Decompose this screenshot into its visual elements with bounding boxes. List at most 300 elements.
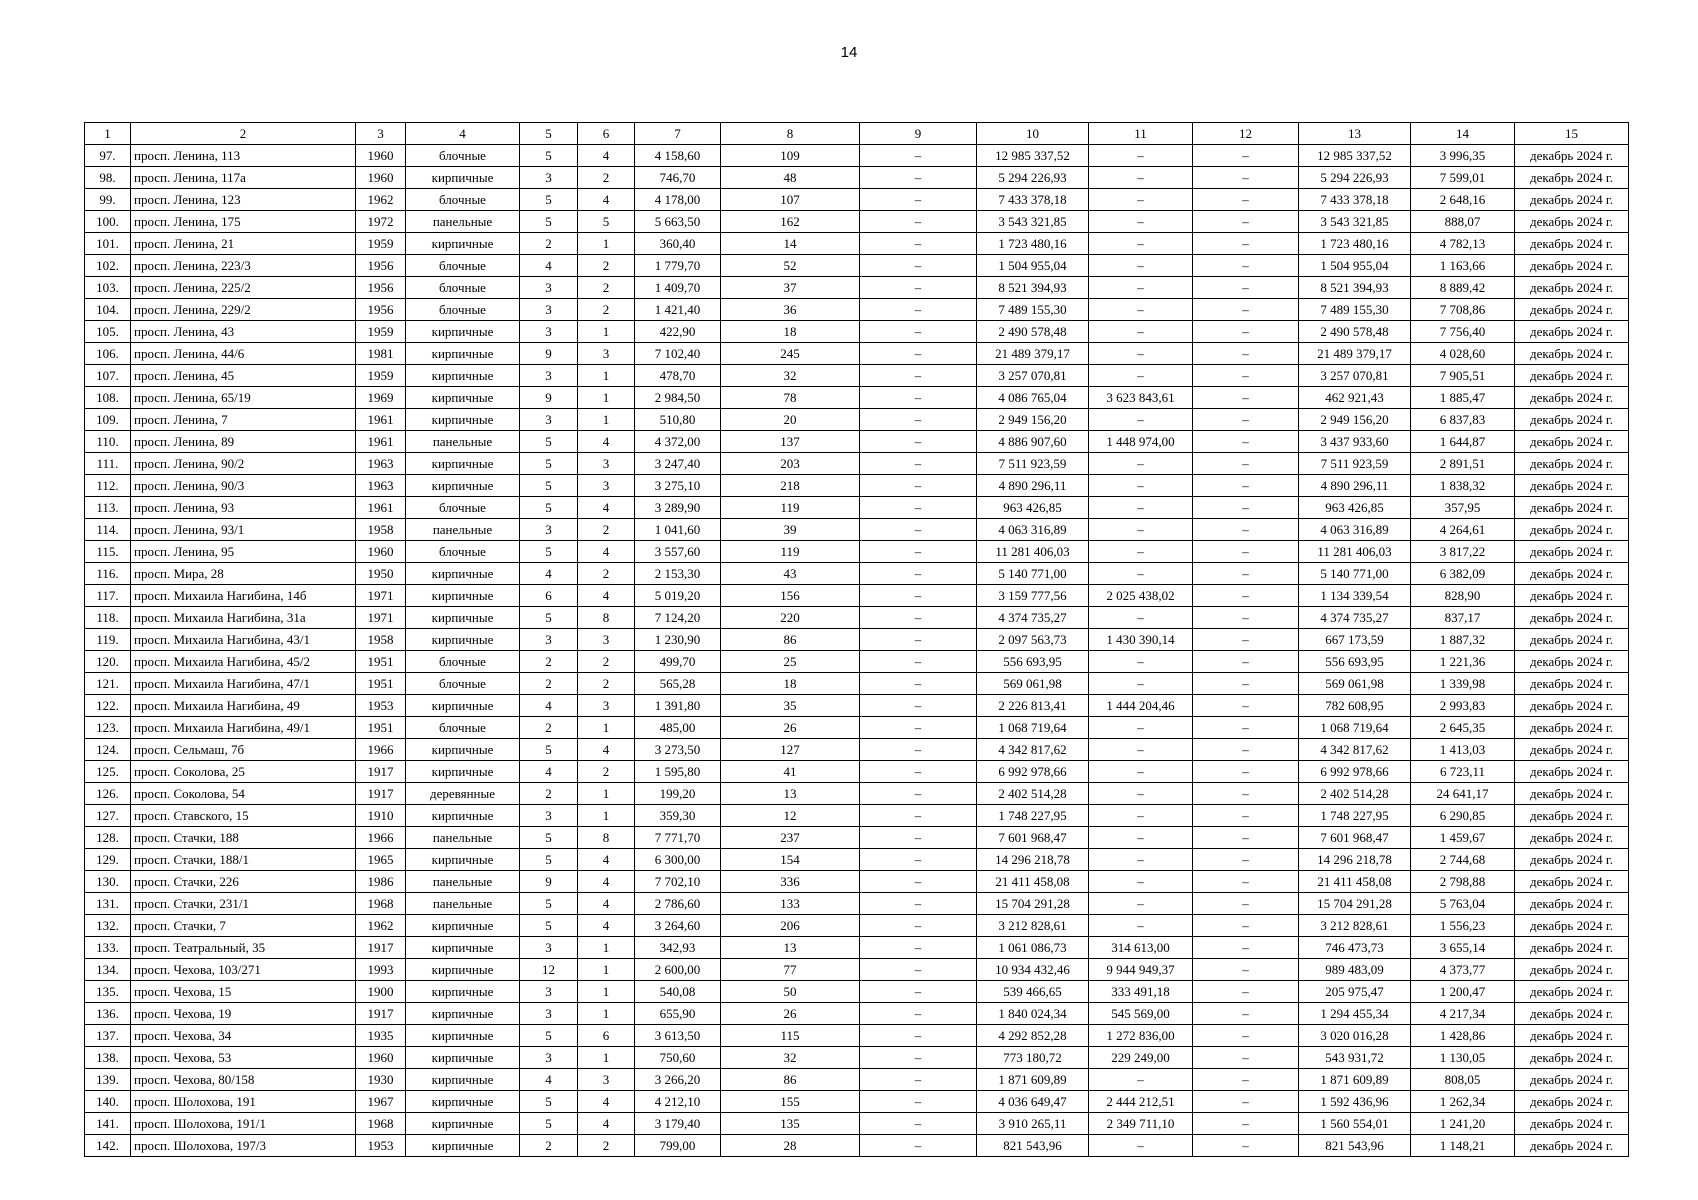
table-cell: 9 944 949,37: [1089, 959, 1193, 981]
table-cell: 237: [721, 827, 860, 849]
table-cell: 43: [721, 563, 860, 585]
table-cell: –: [1089, 409, 1193, 431]
table-cell: –: [860, 189, 977, 211]
table-cell: 2 600,00: [635, 959, 721, 981]
table-cell: 5: [520, 541, 578, 563]
table-cell: 6 992 978,66: [977, 761, 1089, 783]
table-cell: 8 521 394,93: [977, 277, 1089, 299]
table-cell: 821 543,96: [977, 1135, 1089, 1157]
table-cell: –: [1193, 629, 1299, 651]
table-cell: просп. Чехова, 15: [131, 981, 356, 1003]
table-cell: 124.: [85, 739, 131, 761]
column-header-9: 9: [860, 123, 977, 145]
table-cell: 5: [520, 211, 578, 233]
table-cell: –: [1193, 1135, 1299, 1157]
table-cell: –: [860, 915, 977, 937]
page-number: 14: [840, 44, 858, 61]
table-cell: 4 264,61: [1411, 519, 1515, 541]
table-cell: просп. Михаила Нагибина, 43/1: [131, 629, 356, 651]
table-cell: –: [1193, 1003, 1299, 1025]
table-row: [85, 1113, 1629, 1135]
table-cell: 3 289,90: [635, 497, 721, 519]
table-cell: 1900: [356, 981, 406, 1003]
table-cell: 5: [520, 189, 578, 211]
table-cell: –: [860, 849, 977, 871]
table-cell: 1 556,23: [1411, 915, 1515, 937]
table-cell: 1 592 436,96: [1299, 1091, 1411, 1113]
table-cell: 3 623 843,61: [1089, 387, 1193, 409]
table-cell: 32: [721, 1047, 860, 1069]
table-row: [85, 541, 1629, 563]
table-cell: 1966: [356, 827, 406, 849]
table-cell: 112.: [85, 475, 131, 497]
table-cell: –: [1193, 651, 1299, 673]
table-cell: –: [860, 343, 977, 365]
table-cell: 220: [721, 607, 860, 629]
table-cell: 5 763,04: [1411, 893, 1515, 915]
table-cell: просп. Шолохова, 197/3: [131, 1135, 356, 1157]
table-cell: 12 985 337,52: [1299, 145, 1411, 167]
table-cell: 7 489 155,30: [1299, 299, 1411, 321]
table-cell: 2 490 578,48: [1299, 321, 1411, 343]
table-cell: –: [1193, 387, 1299, 409]
table-cell: 4 782,13: [1411, 233, 1515, 255]
table-cell: –: [1089, 211, 1193, 233]
table-cell: 141.: [85, 1113, 131, 1135]
table-cell: –: [860, 233, 977, 255]
table-cell: 1956: [356, 255, 406, 277]
table-cell: 5: [520, 607, 578, 629]
table-cell: просп. Ленина, 95: [131, 541, 356, 563]
table-cell: –: [1089, 541, 1193, 563]
table-cell: 1: [578, 981, 635, 1003]
table-cell: декабрь 2024 г.: [1515, 1047, 1629, 1069]
table-cell: 116.: [85, 563, 131, 585]
table-cell: 86: [721, 629, 860, 651]
table-cell: 1935: [356, 1025, 406, 1047]
column-header-8: 8: [721, 123, 860, 145]
table-row: [85, 1003, 1629, 1025]
table-cell: 14 296 218,78: [1299, 849, 1411, 871]
table-cell: кирпичные: [406, 915, 520, 937]
table-cell: 1: [578, 937, 635, 959]
table-cell: 114.: [85, 519, 131, 541]
table-cell: 162: [721, 211, 860, 233]
table-cell: 357,95: [1411, 497, 1515, 519]
table-cell: декабрь 2024 г.: [1515, 915, 1629, 937]
table-cell: 4 374 735,27: [1299, 607, 1411, 629]
table-cell: 4: [578, 145, 635, 167]
table-cell: 2 490 578,48: [977, 321, 1089, 343]
table-cell: 360,40: [635, 233, 721, 255]
table-cell: 5 140 771,00: [977, 563, 1089, 585]
table-cell: 1: [578, 321, 635, 343]
table-cell: 2 648,16: [1411, 189, 1515, 211]
table-cell: 1 221,36: [1411, 651, 1515, 673]
table-row: [85, 893, 1629, 915]
table-cell: 206: [721, 915, 860, 937]
table-cell: просп. Соколова, 54: [131, 783, 356, 805]
table-cell: 4: [520, 255, 578, 277]
table-cell: 1: [578, 805, 635, 827]
table-cell: декабрь 2024 г.: [1515, 321, 1629, 343]
table-cell: 130.: [85, 871, 131, 893]
table-cell: 4: [578, 739, 635, 761]
table-cell: 6: [520, 585, 578, 607]
table-cell: 5: [520, 1113, 578, 1135]
table-cell: 1960: [356, 541, 406, 563]
table-cell: просп. Ленина, 65/19: [131, 387, 356, 409]
table-cell: 1 840 024,34: [977, 1003, 1089, 1025]
table-cell: 6 382,09: [1411, 563, 1515, 585]
table-cell: –: [1089, 145, 1193, 167]
table-cell: –: [1089, 1069, 1193, 1091]
table-cell: кирпичные: [406, 1113, 520, 1135]
table-cell: 4 217,34: [1411, 1003, 1515, 1025]
table-cell: –: [860, 871, 977, 893]
table-cell: 1950: [356, 563, 406, 585]
table-cell: –: [1193, 827, 1299, 849]
table-cell: 510,80: [635, 409, 721, 431]
table-cell: панельные: [406, 893, 520, 915]
table-cell: просп. Ленина, 123: [131, 189, 356, 211]
table-row: [85, 761, 1629, 783]
table-cell: просп. Михаила Нагибина, 14б: [131, 585, 356, 607]
table-cell: просп. Шолохова, 191: [131, 1091, 356, 1113]
table-cell: –: [1193, 607, 1299, 629]
table-cell: просп. Шолохова, 191/1: [131, 1113, 356, 1135]
table-row: [85, 189, 1629, 211]
table-cell: 4: [578, 893, 635, 915]
table-cell: 4: [520, 563, 578, 585]
table-cell: 7 601 968,47: [977, 827, 1089, 849]
table-cell: 2 226 813,41: [977, 695, 1089, 717]
table-cell: 1963: [356, 475, 406, 497]
table-cell: кирпичные: [406, 849, 520, 871]
table-cell: –: [1089, 453, 1193, 475]
table-cell: 1965: [356, 849, 406, 871]
table-cell: 3: [578, 453, 635, 475]
table-cell: 746 473,73: [1299, 937, 1411, 959]
table-row: [85, 1091, 1629, 1113]
column-header-5: 5: [520, 123, 578, 145]
table-cell: –: [860, 893, 977, 915]
table-cell: декабрь 2024 г.: [1515, 937, 1629, 959]
table-cell: 1 779,70: [635, 255, 721, 277]
table-cell: 125.: [85, 761, 131, 783]
table-cell: –: [1193, 1047, 1299, 1069]
table-cell: –: [1089, 321, 1193, 343]
table-cell: просп. Стачки, 7: [131, 915, 356, 937]
table-cell: 1 421,40: [635, 299, 721, 321]
table-cell: блочные: [406, 255, 520, 277]
table-cell: просп. Стачки, 188/1: [131, 849, 356, 871]
table-cell: –: [1089, 1135, 1193, 1157]
table-cell: кирпичные: [406, 563, 520, 585]
table-cell: декабрь 2024 г.: [1515, 1025, 1629, 1047]
table-cell: –: [1089, 607, 1193, 629]
table-cell: –: [860, 497, 977, 519]
table-cell: –: [860, 827, 977, 849]
table-cell: 1 430 390,14: [1089, 629, 1193, 651]
table-cell: просп. Чехова, 80/158: [131, 1069, 356, 1091]
table-cell: 2 949 156,20: [1299, 409, 1411, 431]
table-cell: 1 748 227,95: [1299, 805, 1411, 827]
table-cell: 7 511 923,59: [1299, 453, 1411, 475]
table-row: [85, 453, 1629, 475]
table-cell: 1: [578, 717, 635, 739]
table-cell: –: [860, 673, 977, 695]
table-cell: 4 028,60: [1411, 343, 1515, 365]
table-cell: –: [1193, 893, 1299, 915]
table-cell: блочные: [406, 717, 520, 739]
table-cell: 539 466,65: [977, 981, 1089, 1003]
table-cell: 1 748 227,95: [977, 805, 1089, 827]
table-cell: 97.: [85, 145, 131, 167]
table-cell: 3 264,60: [635, 915, 721, 937]
table-row: [85, 585, 1629, 607]
table-cell: 478,70: [635, 365, 721, 387]
table-cell: 126.: [85, 783, 131, 805]
table-cell: 1 262,34: [1411, 1091, 1515, 1113]
table-cell: 569 061,98: [977, 673, 1089, 695]
table-cell: –: [860, 607, 977, 629]
table-cell: –: [1193, 343, 1299, 365]
column-header-12: 12: [1193, 123, 1299, 145]
table-cell: просп. Ленина, 175: [131, 211, 356, 233]
table-cell: просп. Ленина, 93: [131, 497, 356, 519]
table-cell: –: [860, 145, 977, 167]
table-cell: 1956: [356, 277, 406, 299]
table-cell: просп. Стачки, 231/1: [131, 893, 356, 915]
table-cell: 1 838,32: [1411, 475, 1515, 497]
table-cell: –: [1193, 409, 1299, 431]
table-cell: –: [860, 1091, 977, 1113]
table-row: [85, 255, 1629, 277]
table-cell: 4 036 649,47: [977, 1091, 1089, 1113]
table-cell: панельные: [406, 871, 520, 893]
table-cell: 1961: [356, 497, 406, 519]
table-row: [85, 1047, 1629, 1069]
column-header-6: 6: [578, 123, 635, 145]
table-cell: 7 102,40: [635, 343, 721, 365]
table-cell: декабрь 2024 г.: [1515, 695, 1629, 717]
table-cell: –: [1089, 475, 1193, 497]
table-cell: 1960: [356, 1047, 406, 1069]
table-row: [85, 871, 1629, 893]
table-cell: 106.: [85, 343, 131, 365]
table-cell: 3 257 070,81: [1299, 365, 1411, 387]
table-cell: 1917: [356, 1003, 406, 1025]
table-cell: –: [1089, 827, 1193, 849]
table-cell: –: [1089, 343, 1193, 365]
table-row: [85, 739, 1629, 761]
table-cell: блочные: [406, 497, 520, 519]
table-cell: 963 426,85: [977, 497, 1089, 519]
table-cell: 1: [578, 959, 635, 981]
table-row: [85, 1069, 1629, 1091]
table-cell: декабрь 2024 г.: [1515, 365, 1629, 387]
table-cell: просп. Ленина, 90/3: [131, 475, 356, 497]
table-cell: 6: [578, 1025, 635, 1047]
table-cell: –: [1193, 189, 1299, 211]
table-cell: 314 613,00: [1089, 937, 1193, 959]
table-cell: 1: [578, 1047, 635, 1069]
table-cell: 101.: [85, 233, 131, 255]
table-cell: –: [860, 453, 977, 475]
table-cell: –: [1193, 431, 1299, 453]
table-cell: 12 985 337,52: [977, 145, 1089, 167]
table-cell: 100.: [85, 211, 131, 233]
table-cell: 1 068 719,64: [1299, 717, 1411, 739]
table-cell: деревянные: [406, 783, 520, 805]
table-cell: кирпичные: [406, 167, 520, 189]
table-cell: 3 212 828,61: [977, 915, 1089, 937]
table-cell: 28: [721, 1135, 860, 1157]
table-cell: 4 890 296,11: [1299, 475, 1411, 497]
table-cell: 1 459,67: [1411, 827, 1515, 849]
table-cell: 115.: [85, 541, 131, 563]
table-cell: 543 931,72: [1299, 1047, 1411, 1069]
table-cell: 4: [578, 1113, 635, 1135]
table-cell: декабрь 2024 г.: [1515, 145, 1629, 167]
table-cell: 1 134 339,54: [1299, 585, 1411, 607]
table-cell: –: [860, 167, 977, 189]
table-cell: 3 613,50: [635, 1025, 721, 1047]
table-cell: 2: [520, 1135, 578, 1157]
table-cell: 8 889,42: [1411, 277, 1515, 299]
table-cell: 9: [520, 871, 578, 893]
table-cell: 1 068 719,64: [977, 717, 1089, 739]
table-cell: 4 890 296,11: [977, 475, 1089, 497]
table-cell: кирпичные: [406, 1047, 520, 1069]
table-cell: 2: [520, 783, 578, 805]
table-cell: просп. Ставского, 15: [131, 805, 356, 827]
table-cell: –: [1193, 277, 1299, 299]
table-cell: 2: [578, 563, 635, 585]
table-cell: 7 433 378,18: [977, 189, 1089, 211]
table-cell: 3: [520, 321, 578, 343]
table-cell: 104.: [85, 299, 131, 321]
table-cell: 1958: [356, 629, 406, 651]
table-cell: –: [1193, 211, 1299, 233]
table-cell: просп. Мира, 28: [131, 563, 356, 585]
table-cell: 4 372,00: [635, 431, 721, 453]
table-cell: 1951: [356, 673, 406, 695]
table-cell: 342,93: [635, 937, 721, 959]
table-cell: 7 511 923,59: [977, 453, 1089, 475]
table-cell: 41: [721, 761, 860, 783]
table-row: [85, 365, 1629, 387]
table-cell: 8: [578, 827, 635, 849]
table-cell: 137: [721, 431, 860, 453]
table-cell: 115: [721, 1025, 860, 1047]
table-cell: декабрь 2024 г.: [1515, 827, 1629, 849]
table-cell: 2 949 156,20: [977, 409, 1089, 431]
table-cell: просп. Театральный, 35: [131, 937, 356, 959]
table-cell: 123.: [85, 717, 131, 739]
table-cell: 36: [721, 299, 860, 321]
table-cell: 1 230,90: [635, 629, 721, 651]
table-cell: 5: [520, 1091, 578, 1113]
table-cell: 1 644,87: [1411, 431, 1515, 453]
table-cell: 6 300,00: [635, 849, 721, 871]
table-row: [85, 387, 1629, 409]
table-cell: 2: [578, 673, 635, 695]
table-cell: 3: [520, 1047, 578, 1069]
table-cell: декабрь 2024 г.: [1515, 739, 1629, 761]
table-cell: 4: [578, 849, 635, 871]
table-cell: 5 663,50: [635, 211, 721, 233]
table-cell: 1 428,86: [1411, 1025, 1515, 1047]
table-cell: 111.: [85, 453, 131, 475]
table-cell: 4: [520, 695, 578, 717]
table-cell: 3 543 321,85: [977, 211, 1089, 233]
table-cell: 50: [721, 981, 860, 1003]
table-cell: –: [860, 299, 977, 321]
table-row: [85, 145, 1629, 167]
table-cell: 1960: [356, 167, 406, 189]
table-cell: 4 063 316,89: [1299, 519, 1411, 541]
table-cell: блочные: [406, 673, 520, 695]
table-cell: 2: [578, 1135, 635, 1157]
table-cell: 808,05: [1411, 1069, 1515, 1091]
table-cell: 4 292 852,28: [977, 1025, 1089, 1047]
table-cell: 86: [721, 1069, 860, 1091]
table-cell: –: [1193, 1069, 1299, 1091]
table-cell: –: [860, 255, 977, 277]
table-cell: 3 179,40: [635, 1113, 721, 1135]
table-cell: блочные: [406, 277, 520, 299]
table-cell: просп. Ленина, 90/2: [131, 453, 356, 475]
table-cell: просп. Ленина, 21: [131, 233, 356, 255]
table-cell: –: [860, 475, 977, 497]
table-cell: 773 180,72: [977, 1047, 1089, 1069]
table-cell: 77: [721, 959, 860, 981]
table-cell: 139.: [85, 1069, 131, 1091]
table-row: [85, 343, 1629, 365]
table-cell: 1 339,98: [1411, 673, 1515, 695]
table-cell: 667 173,59: [1299, 629, 1411, 651]
table-cell: 2: [520, 233, 578, 255]
table-cell: 1972: [356, 211, 406, 233]
table-row: [85, 673, 1629, 695]
table-cell: 4: [578, 189, 635, 211]
table-cell: 99.: [85, 189, 131, 211]
table-cell: 2: [520, 717, 578, 739]
table-cell: 3 266,20: [635, 1069, 721, 1091]
table-cell: 8: [578, 607, 635, 629]
table-cell: 3: [520, 519, 578, 541]
table-cell: 118.: [85, 607, 131, 629]
table-cell: 3: [520, 365, 578, 387]
table-cell: 3 557,60: [635, 541, 721, 563]
column-header-15: 15: [1515, 123, 1629, 145]
table-row: [85, 1135, 1629, 1157]
table-cell: 1 272 836,00: [1089, 1025, 1193, 1047]
table-cell: 15 704 291,28: [1299, 893, 1411, 915]
table-cell: 117.: [85, 585, 131, 607]
table-cell: просп. Ленина, 45: [131, 365, 356, 387]
table-cell: 154: [721, 849, 860, 871]
table-cell: 12: [721, 805, 860, 827]
table-cell: 229 249,00: [1089, 1047, 1193, 1069]
table-cell: 7 771,70: [635, 827, 721, 849]
table-cell: –: [860, 1135, 977, 1157]
table-cell: 4 373,77: [1411, 959, 1515, 981]
table-cell: 12: [520, 959, 578, 981]
table-cell: декабрь 2024 г.: [1515, 387, 1629, 409]
